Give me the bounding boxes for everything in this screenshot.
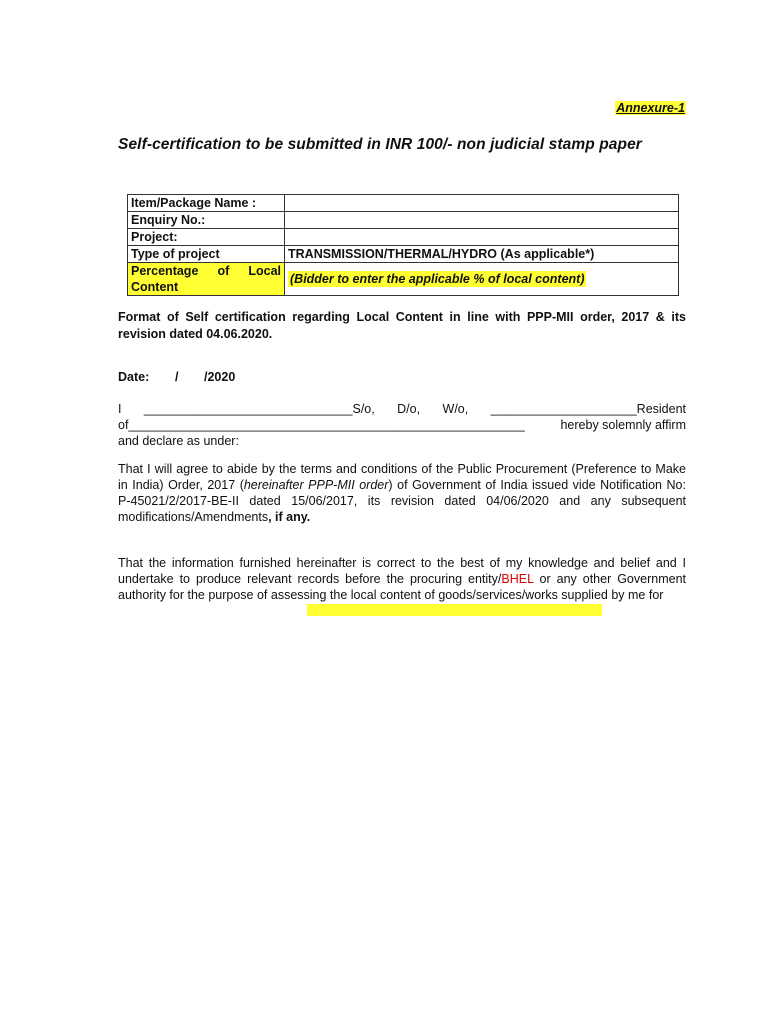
decl-affirm: hereby solemnly affirm [560,418,686,432]
decl-resident-blank: _____________________Resident [490,402,686,416]
declaration-line: and declare as under: [118,434,239,448]
row-label: Item/Package Name : [128,195,285,212]
info-table [127,194,679,296]
row-value: TRANSMISSION/THERMAL/HYDRO (As applicable*) [285,246,679,263]
decl-address-blank: of_________________________________________________________ [118,418,525,432]
row-value [285,212,679,229]
document-title: Self-certification to be submitted in INR 100/- non judicial stamp paper [118,136,642,153]
para-text: That the information furnished hereinafter is correct to the best of my knowledge and belief and I undertake to produce relevant records before the procuring entity/ [118,556,686,586]
para-text: That I will agree to abide by the terms and conditions of the Public Procurement (Preference to Make in India) Order, 2017 ( [118,462,686,492]
format-paragraph: Format of Self certification regarding Local Content in line with PPP-MII order, 2017 & its revision dated 04.06.2020. [118,310,686,341]
decl-i: I [118,402,122,416]
row-value [285,195,679,212]
declaration-block [118,401,686,449]
decl-do: D/o, [397,402,421,416]
paragraph-information [118,555,686,603]
table-row [128,229,679,246]
decl-wo: W/o, [442,402,469,416]
para-text: or any other Government authority for the purpose of assessing the local content of goods/services/works supplied by me for [118,572,686,602]
para-italic: hereinafter PPP-MII order [243,478,389,492]
local-content-instruction: (Bidder to enter the applicable % of local content) [290,272,585,286]
table-row [128,195,679,212]
decl-name-blank: ______________________________S/o, [143,402,375,416]
highlight-blank [307,604,602,616]
label-line: Percentage of Local [131,264,281,278]
label-line: Content [131,280,179,294]
declaration-line [118,401,686,417]
date-label: Date: [118,370,150,384]
annexure-label: Annexure-1 [616,101,685,115]
declaration-line [118,417,686,433]
paragraph-ppp-mii [118,461,686,525]
table-row [128,263,679,296]
para-text: ) of Government of India issued vide Notification No: P-45021/2/2017-BE-II dated 15/06/2017, its revision dated 04/06/2020 and any subsequent modifications/Amendments [118,478,686,524]
row-label: Project: [128,229,285,246]
row-label: Type of project [128,246,285,263]
date-year: /2020 [204,370,236,384]
date-separator: / [175,370,179,384]
row-label: Enquiry No.: [128,212,285,229]
table-row [128,246,679,263]
bhel-text: BHEL [501,572,534,586]
row-value-local-content [285,263,679,296]
para-bold-tail: , if any. [268,510,311,524]
table-row [128,212,679,229]
row-label-local-content [128,263,285,296]
date-line [118,370,235,384]
row-value [285,229,679,246]
